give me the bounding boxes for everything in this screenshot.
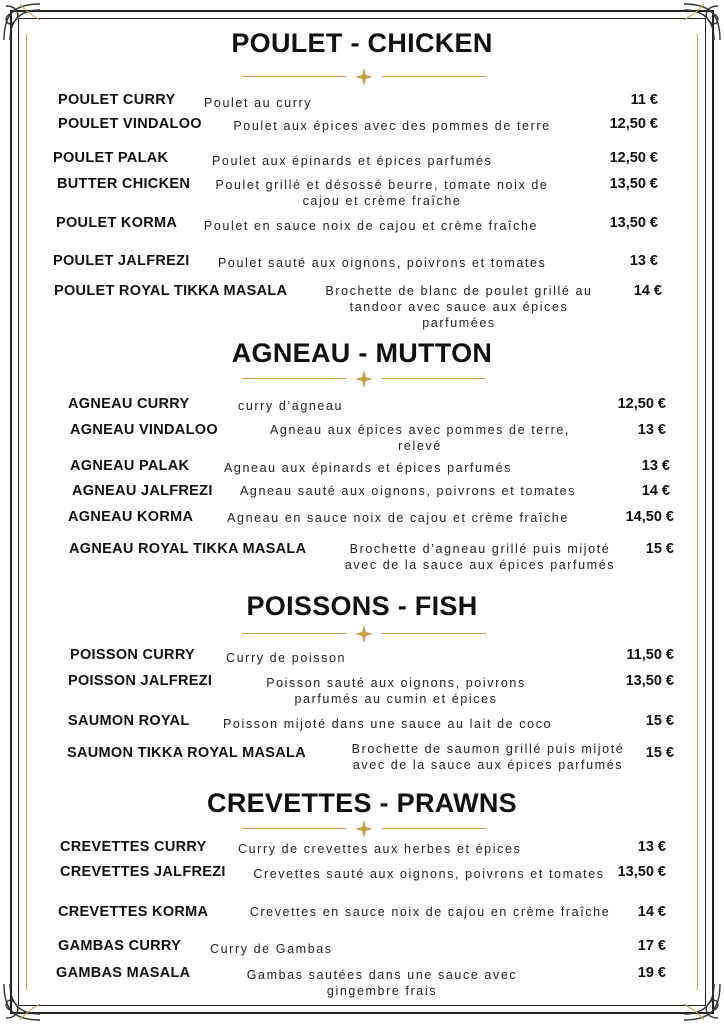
- menu-item-description: Brochette d’agneau grillé puis mijoté avec de la sauce aux épices parfumés: [344, 542, 616, 572]
- menu-item-price: 13 €: [641, 458, 670, 474]
- menu-item-description: Gambas sautées dans une sauce avec gingembre frais: [246, 968, 518, 998]
- menu-item-price: 14 €: [641, 483, 670, 499]
- menu-item-description: curry d’agneau: [238, 399, 344, 413]
- menu-item-name: POISSON JALFREZI: [68, 673, 213, 689]
- menu-item-name: SAUMON TIKKA ROYAL MASALA: [67, 745, 306, 761]
- menu-item-price: 17 €: [637, 938, 666, 954]
- menu-item-price: 13,50 €: [617, 864, 666, 880]
- star-icon: [355, 370, 373, 388]
- menu-item-description: Crevettes sauté aux oignons, poivrons et tomates: [253, 867, 605, 881]
- left-gold-rule: [26, 34, 27, 990]
- menu-item-name: AGNEAU ROYAL TIKKA MASALA: [69, 541, 307, 557]
- menu-item-price: 12,50 €: [609, 150, 658, 166]
- menu-item-price: 13,50 €: [609, 176, 658, 192]
- menu-item-price: 15 €: [645, 745, 674, 761]
- menu-item-name: GAMBAS MASALA: [56, 965, 191, 981]
- menu-item-name: CREVETTES CURRY: [60, 839, 207, 855]
- menu-item-price: 15 €: [645, 713, 674, 729]
- section-divider: [242, 820, 486, 838]
- menu-item-description: Poulet au curry: [204, 96, 313, 110]
- menu-item-name: POULET VINDALOO: [58, 116, 202, 132]
- menu-item-name: AGNEAU PALAK: [70, 458, 190, 474]
- section-divider: [242, 370, 486, 388]
- menu-item-name: AGNEAU JALFREZI: [72, 483, 213, 499]
- star-icon: [355, 68, 373, 86]
- menu-item-description: Brochette de saumon grillé puis mijoté avec de la sauce aux épices parfumés: [351, 742, 625, 772]
- section-title-prawns: CREVETTES - PRAWNS: [207, 788, 517, 818]
- menu-item-name: POISSON CURRY: [70, 647, 196, 663]
- menu-item-price: 14,50 €: [625, 509, 674, 525]
- menu-item-name: GAMBAS CURRY: [58, 938, 182, 954]
- menu-item-price: 14 €: [637, 904, 666, 920]
- menu-item-description: Curry de Gambas: [210, 942, 333, 956]
- menu-item-name: AGNEAU VINDALOO: [70, 422, 218, 438]
- menu-item-description: Curry de crevettes aux herbes et épices: [238, 842, 522, 856]
- menu-item-description: Brochette de blanc de poulet grillé au tandoor avec sauce aux épices parfumées: [325, 284, 593, 330]
- menu-item-description: Poisson mijoté dans une sauce au lait de coco: [223, 717, 553, 731]
- menu-item-price: 13 €: [629, 253, 658, 269]
- menu-item-price: 13,50 €: [609, 215, 658, 231]
- menu-item-description: Agneau sauté aux oignons, poivrons et tomates: [239, 484, 577, 498]
- menu-item-description: Poulet aux épices avec des pommes de terre: [233, 119, 551, 133]
- menu-item-name: BUTTER CHICKEN: [57, 176, 191, 192]
- menu-item-price: 15 €: [645, 541, 674, 557]
- menu-item-price: 12,50 €: [617, 396, 666, 412]
- corner-ornament-icon: [680, 980, 724, 1024]
- corner-ornament-icon: [0, 980, 44, 1024]
- menu-item-price: 14 €: [633, 283, 662, 299]
- menu-item-name: AGNEAU CURRY: [68, 396, 190, 412]
- menu-item-name: CREVETTES JALFREZI: [60, 864, 226, 880]
- menu-item-name: AGNEAU KORMA: [68, 509, 194, 525]
- star-icon: [355, 820, 373, 838]
- menu-item-price: 13,50 €: [625, 673, 674, 689]
- menu-item-description: Poisson sauté aux oignons, poivrons parfumés au cumin et épices: [266, 676, 526, 706]
- menu-item-name: POULET CURRY: [58, 92, 176, 108]
- menu-item-price: 12,50 €: [609, 116, 658, 132]
- menu-item-price: 11 €: [630, 92, 658, 108]
- menu-item-description: Poulet sauté aux oignons, poivrons et tomates: [218, 256, 547, 270]
- menu-item-description: Agneau aux épinards et épices parfumés: [224, 461, 513, 475]
- menu-item-description: Curry de poisson: [226, 651, 347, 665]
- menu-item-price: 19 €: [637, 965, 666, 981]
- menu-item-name: POULET JALFREZI: [53, 253, 190, 269]
- right-gold-rule: [697, 34, 698, 990]
- section-divider: [242, 68, 486, 86]
- menu-item-description: Poulet aux épinards et épices parfumés: [212, 154, 493, 168]
- menu-item-description: Crevettes en sauce noix de cajou en crème fraîche: [249, 905, 611, 919]
- menu-item-name: SAUMON ROYAL: [68, 713, 190, 729]
- menu-item-description: Poulet grillé et désossé beurre, tomate noix de cajou et crème fraîche: [215, 178, 549, 208]
- menu-item-description: Agneau en sauce noix de cajou et crème fraîche: [227, 511, 569, 525]
- section-divider: [242, 625, 486, 643]
- section-title-chicken: POULET - CHICKEN: [231, 28, 493, 58]
- menu-item-price: 11,50 €: [626, 647, 674, 663]
- star-icon: [355, 625, 373, 643]
- menu-item-name: CREVETTES KORMA: [58, 904, 209, 920]
- section-title-fish: POISSONS - FISH: [246, 591, 478, 621]
- menu-item-description: Poulet en sauce noix de cajou et crème fraîche: [203, 219, 539, 233]
- menu-item-name: POULET PALAK: [53, 150, 169, 166]
- menu-item-price: 13 €: [637, 839, 666, 855]
- section-title-mutton: AGNEAU - MUTTON: [231, 338, 493, 368]
- menu-item-price: 13 €: [637, 422, 666, 438]
- menu-item-description: Agneau aux épices avec pommes de terre, relevé: [269, 423, 571, 453]
- menu-item-name: POULET KORMA: [56, 215, 178, 231]
- menu-item-name: POULET ROYAL TIKKA MASALA: [54, 283, 288, 299]
